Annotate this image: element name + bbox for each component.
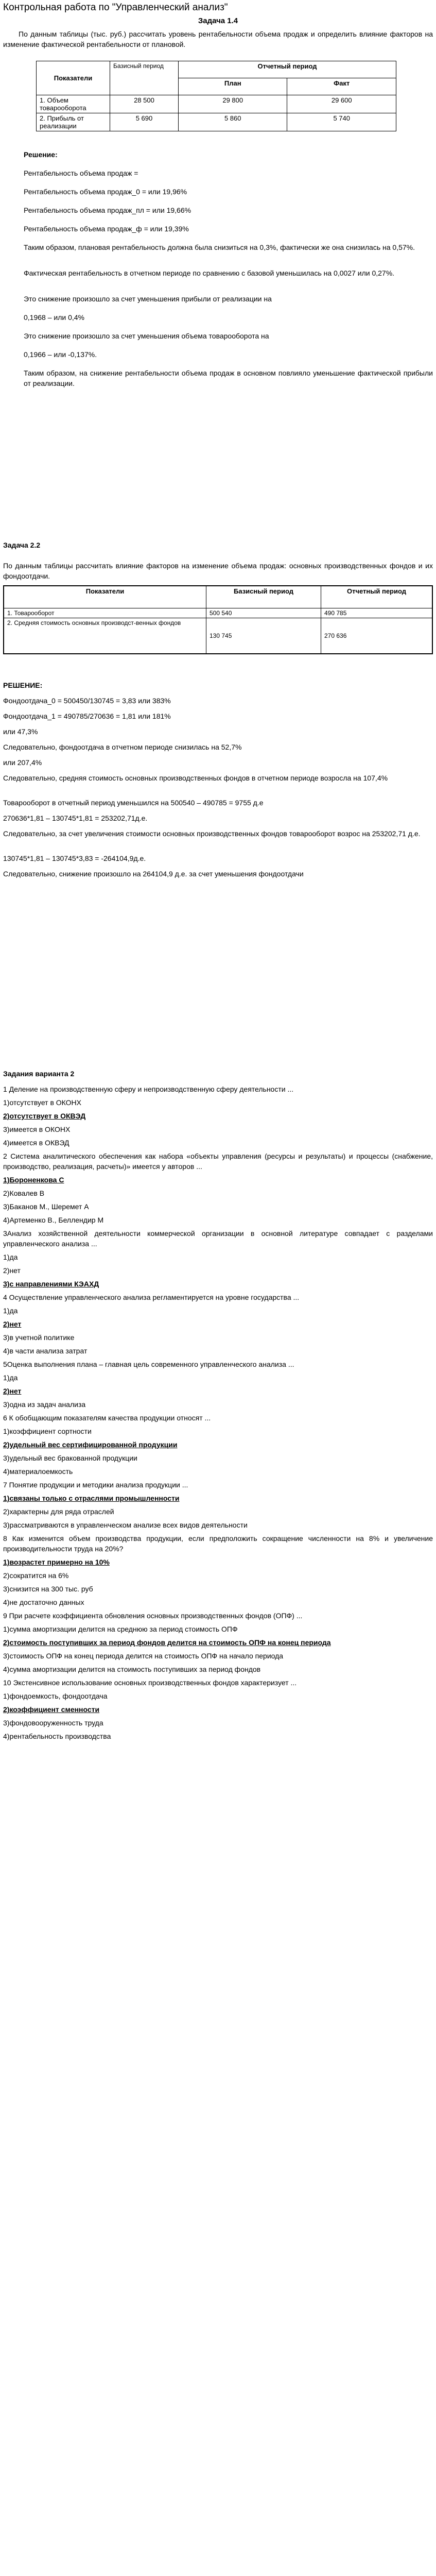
task14-line: Это снижение произошло за счет уменьшения прибыли от реализации на <box>24 295 272 303</box>
variant2-item: 1)сумма амортизации делится на среднюю за период стоимость ОПФ <box>3 1625 238 1633</box>
task22-table <box>3 585 433 654</box>
task14-line: Фактическая рентабельность в отчетном периоде по сравнению с базовой уменьшилась на 0,0027 или 0,27%. <box>24 269 395 277</box>
variant2-item: 2)удельный вес сертифицированной продукции <box>3 1440 178 1449</box>
task22-col-report: Отчетный период <box>321 586 433 608</box>
variant2-item: 4)рентабельность производства <box>3 1732 111 1740</box>
task22-line: Следовательно, за счет увеличения стоимости основных производственных фондов товарооборот возрос на 253202,71 д.е. <box>3 829 421 838</box>
variant2-item: 3)одна из задач анализа <box>3 1400 86 1409</box>
task22-intro: По данным таблицы рассчитать влияние факторов на изменение объема продаж: основных производственных фондов и их фондоотдачи. <box>3 562 433 580</box>
row-name: 2. Прибыль от реализации <box>37 113 110 131</box>
variant2-item: 1 Деление на производственную сферу и непроизводственную сферу деятельности ... <box>3 1085 294 1093</box>
task22-line: Следовательно, фондоотдача в отчетном периоде снизилась на 52,7% <box>3 743 242 751</box>
variant2-item: 2)отсутствует в ОКВЭД <box>3 1112 86 1120</box>
page-title: Контрольная работа по "Управленческий анализ" <box>3 2 228 13</box>
variant2-item: 3)фондовооруженность труда <box>3 1719 103 1727</box>
task14-line: 0,1966 – или -0,137%. <box>24 350 97 359</box>
row-name: 1. Объем товарооборота <box>37 95 110 113</box>
variant2-item: 2)стоимость поступивших за период фондов делится на стоимость ОПФ на конец периода <box>3 1638 331 1647</box>
variant2-item: 3)с направлениями КЭАХД <box>3 1280 99 1288</box>
row-report: 270 636 <box>321 618 433 654</box>
task14-heading: Задача 1.4 <box>198 16 238 25</box>
task22-line: Фондоотдача_0 = 500450/130745 = 3,83 или 383% <box>3 697 171 705</box>
variant2-item: 1)да <box>3 1253 18 1261</box>
task22-line: Товарооборот в отчетный период уменьшился на 500540 – 490785 = 9755 д.е <box>3 799 264 807</box>
task14-line: 0,1968 – или 0,4% <box>24 313 84 321</box>
task22-heading: Задача 2.2 <box>3 541 41 549</box>
row-plan: 5 860 <box>179 113 287 131</box>
row-base: 5 690 <box>110 113 179 131</box>
task22-solution-label: РЕШЕНИЕ: <box>3 681 43 689</box>
table-row <box>37 95 396 113</box>
task22-line: или 207,4% <box>3 758 42 767</box>
variant2-item: 7 Понятие продукции и методики анализа продукции ... <box>3 1481 188 1489</box>
variant2-item: 9 При расчете коэффициента обновления основных производственных фондов (ОПФ) ... <box>3 1612 303 1620</box>
table-row <box>4 608 432 618</box>
task14-col-plan: План <box>179 78 287 95</box>
task14-col-base: Базисный период <box>110 61 179 95</box>
row-base: 130 745 <box>206 618 321 654</box>
task14-table <box>36 61 396 131</box>
variant2-item: 4)сумма амортизации делится на стоимость поступивших за период фондов <box>3 1665 261 1673</box>
table-row <box>37 113 396 131</box>
variant2-item: 2)Ковалев В <box>3 1189 45 1197</box>
task14-solution-label: Решение: <box>24 150 58 159</box>
task14-line: Рентабельность объема продаж = <box>24 169 138 177</box>
variant2-item: 3)снизится на 300 тыс. руб <box>3 1585 93 1593</box>
variant2-item: 8 Как изменится объем производства продукции, если предположить сокращение численности на 8% и увеличение производительности труда на 20%? <box>3 1534 433 1553</box>
variant2-item: 3)стоимость ОПФ на конец периода делится на стоимость ОПФ на начало периода <box>3 1652 284 1660</box>
task14-col-fact: Факт <box>287 78 396 95</box>
variant2-item: 1)Бороненкова С <box>3 1176 64 1184</box>
task14-line: Это снижение произошло за счет уменьшения объема товарооборота на <box>24 332 269 340</box>
variant2-item: 2)характерны для ряда отраслей <box>3 1507 114 1516</box>
variant2-item: 3)Баканов М., Шеремет А <box>3 1202 89 1211</box>
variant2-item: 3)имеется в ОКОНХ <box>3 1125 71 1133</box>
variant2-item: 6 К обобщающим показателям качества продукции относят ... <box>3 1414 211 1422</box>
variant2-item: 1)возрастет примерно на 10% <box>3 1558 110 1566</box>
task22-col-indicator: Показатели <box>4 586 206 608</box>
variant2-item: 4)не достаточно данных <box>3 1598 84 1606</box>
task14-col-report: Отчетный период <box>179 61 396 78</box>
row-name: 1. Товарооборот <box>4 608 206 618</box>
variant2-item: 2)нет <box>3 1387 22 1395</box>
task22-line: Фондоотдача_1 = 490785/270636 = 1,81 или 181% <box>3 712 171 720</box>
row-fact: 5 740 <box>287 113 396 131</box>
variant2-heading: Задания варианта 2 <box>3 1070 75 1078</box>
task14-line: Рентабельность объема продаж_пл = или 19,66% <box>24 206 191 214</box>
variant2-item: 1)связаны только с отраслями промышленности <box>3 1494 180 1502</box>
row-name: 2. Средняя стоимость основных производст-венных фондов <box>4 618 206 654</box>
variant2-item: 1)коэффициент сортности <box>3 1427 92 1435</box>
variant2-item: 1)да <box>3 1374 18 1382</box>
row-base: 500 540 <box>206 608 321 618</box>
variant2-item: 10 Экстенсивное использование основных производственных фондов характеризует ... <box>3 1679 297 1687</box>
task14-line: Рентабельность объема продаж_ф = или 19,39% <box>24 225 189 233</box>
variant2-item: 4)имеется в ОКВЭД <box>3 1139 69 1147</box>
variant2-item: 3)удельный вес бракованной продукции <box>3 1454 137 1462</box>
variant2-item: 3Анализ хозяйственной деятельности коммерческой организации в основной литературе совпадает с разделами управленческого анализа ... <box>3 1229 433 1248</box>
variant2-item: 2)нет <box>3 1266 21 1275</box>
task22-col-base: Базисный период <box>206 586 321 608</box>
variant2-item: 2)нет <box>3 1320 22 1328</box>
task22-line: Следовательно, снижение произошло на 264104,9 д.е. за счет уменьшения фондоотдачи <box>3 870 304 878</box>
variant2-item: 1)отсутствует в ОКОНХ <box>3 1098 81 1107</box>
variant2-item: 1)да <box>3 1307 18 1315</box>
task14-line: Таким образом, плановая рентабельность должна была снизиться на 0,3%, фактически же она снизилась на 0,57%. <box>24 243 415 251</box>
task14-line: Таким образом, на снижение рентабельности объема продаж в основном повлияло уменьшение фактической прибыли от реализации. <box>24 369 433 387</box>
row-fact: 29 600 <box>287 95 396 113</box>
task22-line: Следовательно, средняя стоимость основных производственных фондов в отчетном периоде возросла на 107,4% <box>3 774 388 782</box>
row-plan: 29 800 <box>179 95 287 113</box>
variant2-item: 5Оценка выполнения плана – главная цель современного управленческого анализа ... <box>3 1360 294 1368</box>
task22-line: 270636*1,81 – 130745*1,81 = 253202,71д.е. <box>3 814 148 822</box>
task14-line: Рентабельность объема продаж_0 = или 19,96% <box>24 188 187 196</box>
variant2-item: 4)материалоемкость <box>3 1467 73 1476</box>
task22-line: или 47,3% <box>3 727 38 736</box>
variant2-item: 4 Осуществление управленческого анализа регламентируется на уровне государства ... <box>3 1293 300 1301</box>
variant2-item: 2)коэффициент сменности <box>3 1705 100 1714</box>
variant2-item: 3)рассматриваются в управленческом анализе всех видов деятельности <box>3 1521 248 1529</box>
task14-col-indicator: Показатели <box>37 61 110 95</box>
task14-intro: По данным таблицы (тыс. руб.) рассчитать уровень рентабельности объема продаж и определить влияние факторов на изменение фактической рентабельности от плановой. <box>3 30 433 48</box>
variant2-item: 2)сократится на 6% <box>3 1571 69 1580</box>
variant2-item: 3)в учетной политике <box>3 1333 75 1342</box>
row-report: 490 785 <box>321 608 433 618</box>
variant2-item: 1)фондоемкость, фондоотдача <box>3 1692 108 1700</box>
task22-line: 130745*1,81 – 130745*3,83 = -264104,9д.е. <box>3 854 146 862</box>
variant2-item: 2 Система аналитического обеспечения как набора «объекты управления (ресурсы и результаты) и процессы (снабжение, производство, реализация, расчеты)» имеется у авторов ... <box>3 1152 433 1171</box>
row-base: 28 500 <box>110 95 179 113</box>
table-row <box>4 618 432 654</box>
variant2-item: 4)в части анализа затрат <box>3 1347 88 1355</box>
variant2-item: 4)Артеменко В., Беллендир М <box>3 1216 104 1224</box>
